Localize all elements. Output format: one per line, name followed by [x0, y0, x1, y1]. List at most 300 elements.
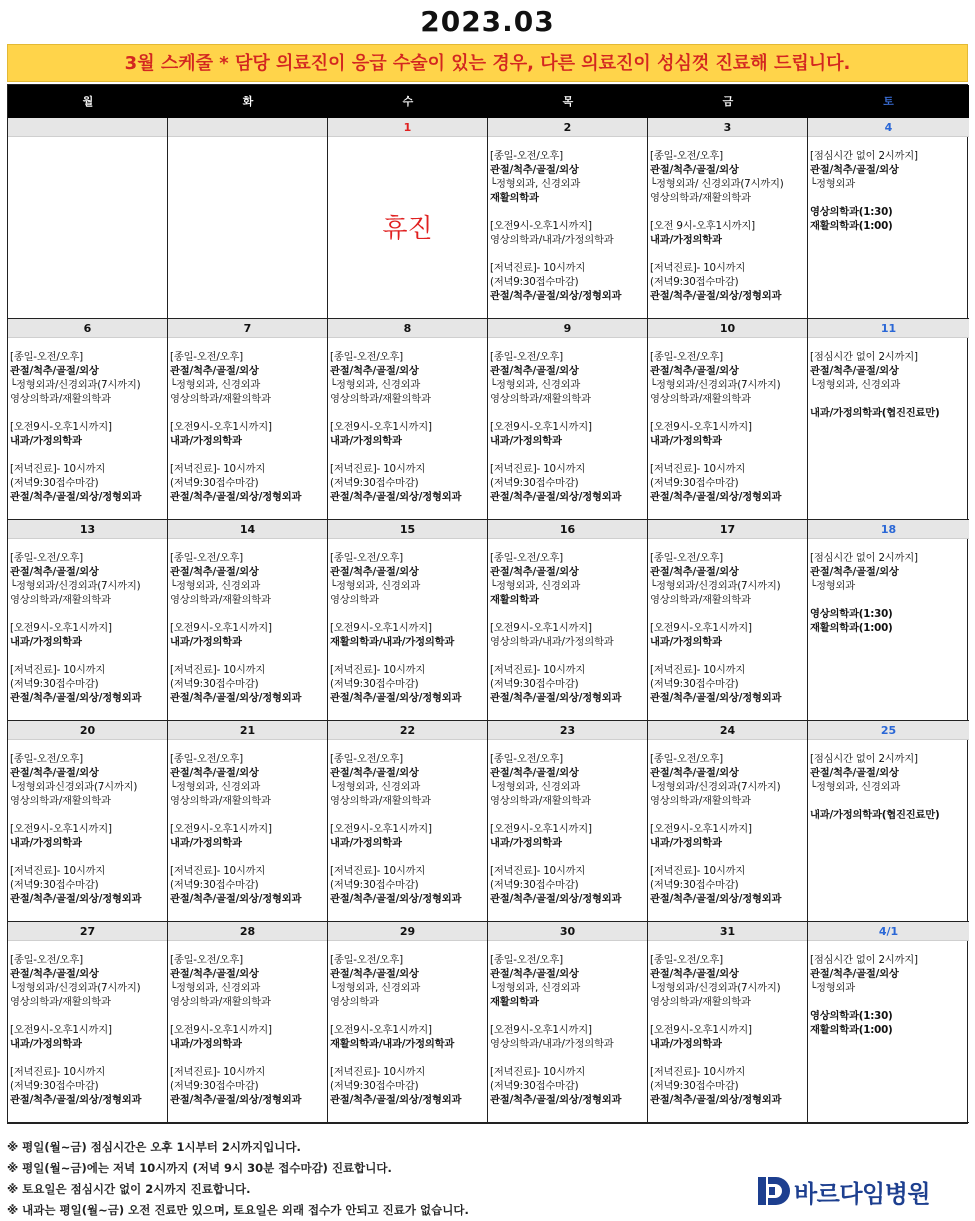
schedule-line: [오전9시-오후1시까지] — [330, 823, 432, 835]
schedule-details — [648, 740, 807, 906]
schedule-line: [종일-오전/오후] — [490, 753, 563, 765]
schedule-line: [오전9시-오후1시까지] — [330, 1024, 432, 1036]
line-spacer — [490, 406, 645, 420]
schedule-details — [808, 941, 969, 1037]
schedule-line: (저녁9:30접수마감) — [10, 1080, 99, 1092]
schedule-line: 관절/척추/골절/외상 — [330, 767, 419, 779]
schedule-line: 재활의학과 — [490, 996, 539, 1008]
schedule-line: [저녁진료]- 10시까지 — [330, 865, 426, 877]
day-number: 6 — [8, 319, 167, 338]
schedule-line: [오전9시-오후1시까지] — [490, 622, 592, 634]
schedule-details — [328, 137, 487, 149]
schedule-line: 관절/척추/골절/외상/정형외과 — [330, 491, 462, 503]
schedule-details — [8, 137, 167, 149]
line-spacer — [170, 448, 325, 462]
schedule-line: └정형외과/신경외과(7시까지) — [650, 580, 781, 592]
schedule-line: 관절/척추/골절/외상 — [810, 164, 899, 176]
schedule-line: 영상의학과/재활의학과 — [650, 192, 751, 204]
schedule-line: 영상의학과/재활의학과 — [10, 393, 111, 405]
day-number: 30 — [488, 922, 647, 941]
schedule-details — [808, 137, 969, 233]
schedule-line: 영상의학과/내과/가정의학과 — [490, 1038, 614, 1050]
schedule-line: (저녁9:30접수마감) — [490, 1080, 579, 1092]
schedule-line: [오전9시-오후1시까지] — [330, 421, 432, 433]
day-number: 7 — [168, 319, 327, 338]
schedule-details — [168, 137, 327, 149]
schedule-details — [488, 740, 647, 906]
day-number: 23 — [488, 721, 647, 740]
day-cell — [8, 319, 168, 520]
schedule-line: 내과/가정의학과 — [490, 435, 562, 447]
schedule-line: [종일-오전/오후] — [650, 150, 723, 162]
schedule-line: (저녁9:30접수마감) — [10, 678, 99, 690]
schedule-line: [오전9시-오후1시까지] — [10, 1024, 112, 1036]
schedule-line: [저녁진료]- 10시까지 — [650, 664, 746, 676]
schedule-line: 관절/척추/골절/외상/정형외과 — [490, 491, 622, 503]
day-cell — [328, 721, 488, 922]
schedule-details — [328, 539, 487, 705]
schedule-line: [오전9시-오후1시까지] — [650, 823, 752, 835]
schedule-line: (저녁9:30접수마감) — [170, 1080, 259, 1092]
day-cell — [488, 721, 648, 922]
page-title: 2023.03 — [420, 5, 555, 38]
schedule-line: (저녁9:30접수마감) — [650, 1080, 739, 1092]
schedule-line: [점심시간 없이 2시까지] — [810, 954, 918, 966]
schedule-details — [168, 941, 327, 1107]
schedule-line: └정형외과/신경외과(7시까지) — [10, 379, 141, 391]
day-cell — [8, 118, 168, 319]
schedule-line: [오전9시-오후1시까지] — [490, 1024, 592, 1036]
schedule-line: 내과/가정의학과 — [10, 837, 82, 849]
schedule-line: 관절/척추/골절/외상 — [330, 968, 419, 980]
day-cell — [488, 520, 648, 721]
schedule-details — [488, 539, 647, 705]
schedule-line: 관절/척추/골절/외상 — [810, 968, 899, 980]
schedule-line: └정형외과, 신경외과 — [490, 580, 581, 592]
schedule-line: └정형외과 — [810, 982, 855, 994]
schedule-details — [648, 137, 807, 303]
schedule-line: 내과/가정의학과(협진진료만) — [810, 809, 940, 821]
schedule-details — [808, 740, 969, 822]
day-number: 29 — [328, 922, 487, 941]
schedule-line: 재활의학과(1:00) — [810, 622, 893, 634]
day-cell — [8, 922, 168, 1123]
day-cell — [488, 922, 648, 1123]
line-spacer — [330, 406, 485, 420]
schedule-line: [종일-오전/오후] — [10, 552, 83, 564]
schedule-line: 영상의학과/재활의학과 — [650, 795, 751, 807]
schedule-line: [저녁진료]- 10시까지 — [330, 1066, 426, 1078]
schedule-line: [저녁진료]- 10시까지 — [490, 664, 586, 676]
schedule-details — [808, 338, 969, 420]
schedule-line: [저녁진료]- 10시까지 — [490, 262, 586, 274]
schedule-line: 영상의학과/재활의학과 — [330, 393, 431, 405]
schedule-line: 관절/척추/골절/외상 — [810, 767, 899, 779]
day-number: 8 — [328, 319, 487, 338]
schedule-line: 영상의학과/재활의학과 — [170, 393, 271, 405]
day-number — [168, 118, 327, 137]
day-cell — [488, 118, 648, 319]
schedule-line: [점심시간 없이 2시까지] — [810, 351, 918, 363]
line-spacer — [10, 448, 165, 462]
line-spacer — [810, 593, 967, 607]
weekday-header: 수 — [402, 95, 414, 108]
line-spacer — [810, 191, 967, 205]
schedule-line: 재활의학과 — [490, 594, 539, 606]
footnote-line: ※ 평일(월~금)에는 저녁 10시까지 (저녁 9시 30분 접수마감) 진료합니다. — [7, 1161, 392, 1175]
schedule-line: 영상의학과/재활의학과 — [10, 996, 111, 1008]
schedule-line: [종일-오전/오후] — [170, 954, 243, 966]
schedule-details — [8, 941, 167, 1107]
schedule-line: 내과/가정의학과 — [170, 435, 242, 447]
schedule-line: [저녁진료]- 10시까지 — [330, 664, 426, 676]
schedule-line: 영상의학과/재활의학과 — [330, 795, 431, 807]
schedule-line: [종일-오전/오후] — [170, 351, 243, 363]
schedule-line: 내과/가정의학과 — [650, 234, 722, 246]
schedule-line: 내과/가정의학과 — [490, 837, 562, 849]
week-row — [8, 721, 969, 922]
line-spacer — [650, 607, 805, 621]
schedule-line: 관절/척추/골절/외상 — [650, 365, 739, 377]
schedule-line: [종일-오전/오후] — [330, 351, 403, 363]
schedule-line: [종일-오전/오후] — [330, 753, 403, 765]
line-spacer — [330, 808, 485, 822]
schedule-line: [종일-오전/오후] — [650, 753, 723, 765]
line-spacer — [10, 607, 165, 621]
line-spacer — [490, 205, 645, 219]
weekday-header-row — [8, 85, 969, 118]
schedule-line: 영상의학과/재활의학과 — [10, 594, 111, 606]
schedule-line: 영상의학과 — [330, 996, 379, 1008]
line-spacer — [810, 995, 967, 1009]
line-spacer — [490, 850, 645, 864]
schedule-line: └정형외과, 신경외과 — [490, 781, 581, 793]
schedule-line: [종일-오전/오후] — [330, 954, 403, 966]
line-spacer — [650, 406, 805, 420]
schedule-line: [종일-오전/오후] — [650, 552, 723, 564]
line-spacer — [810, 392, 967, 406]
weekday-header: 토 — [883, 95, 894, 108]
schedule-line: 재활의학과/내과/가정의학과 — [330, 636, 455, 648]
schedule-line: └정형외과, 신경외과 — [810, 379, 901, 391]
schedule-line: [오전9시-오후1시까지] — [330, 622, 432, 634]
line-spacer — [650, 649, 805, 663]
schedule-line: 영상의학과/재활의학과 — [490, 795, 591, 807]
schedule-line: 관절/척추/골절/외상 — [810, 365, 899, 377]
line-spacer — [170, 406, 325, 420]
footnote-line: ※ 평일(월~금) 점심시간은 오후 1시부터 2시까지입니다. — [7, 1140, 301, 1154]
schedule-line: 내과/가정의학과 — [170, 1038, 242, 1050]
notice-banner: 3월 스케줄 * 담당 의료진이 응급 수술이 있는 경우, 다른 의료진이 성심껏 진료해 드립니다. — [7, 44, 968, 82]
schedule-line: [저녁진료]- 10시까지 — [490, 463, 586, 475]
schedule-line: 관절/척추/골절/외상 — [810, 566, 899, 578]
schedule-line: └정형외과 — [810, 580, 855, 592]
schedule-line: [종일-오전/오후] — [490, 552, 563, 564]
schedule-line: 관절/척추/골절/외상 — [650, 968, 739, 980]
schedule-line: (저녁9:30접수마감) — [330, 477, 419, 489]
line-spacer — [490, 808, 645, 822]
line-spacer — [650, 1051, 805, 1065]
schedule-line: [오전9시-오후1시까지] — [170, 823, 272, 835]
schedule-line: 재활의학과 — [490, 192, 539, 204]
schedule-line: [오전 9시-오후1시까지] — [650, 220, 755, 232]
hospital-logo — [756, 1171, 930, 1211]
day-cell — [648, 118, 808, 319]
day-number: 13 — [8, 520, 167, 539]
line-spacer — [650, 808, 805, 822]
schedule-details — [648, 941, 807, 1107]
day-number: 4/1 — [808, 922, 969, 941]
schedule-line: 영상의학과(1:30) — [810, 608, 893, 620]
schedule-line: 영상의학과/내과/가정의학과 — [490, 234, 614, 246]
schedule-line: (저녁9:30접수마감) — [170, 678, 259, 690]
day-number: 14 — [168, 520, 327, 539]
line-spacer — [330, 649, 485, 663]
schedule-line: 관절/척추/골절/외상/정형외과 — [170, 893, 302, 905]
schedule-line: [오전9시-오후1시까지] — [650, 421, 752, 433]
day-number: 11 — [808, 319, 969, 338]
schedule-line: 관절/척추/골절/외상/정형외과 — [490, 1094, 622, 1106]
day-number: 31 — [648, 922, 807, 941]
schedule-line: 영상의학과/재활의학과 — [170, 594, 271, 606]
schedule-line: (저녁9:30접수마감) — [650, 879, 739, 891]
schedule-details — [808, 539, 969, 635]
line-spacer — [10, 1051, 165, 1065]
schedule-line: 관절/척추/골절/외상 — [10, 365, 99, 377]
schedule-line: [저녁진료]- 10시까지 — [650, 865, 746, 877]
day-number: 25 — [808, 721, 969, 740]
schedule-line: 관절/척추/골절/외상 — [170, 365, 259, 377]
schedule-line: (저녁9:30접수마감) — [650, 678, 739, 690]
hospital-logo-icon — [756, 1174, 790, 1208]
schedule-line: 내과/가정의학과 — [170, 636, 242, 648]
schedule-line: (저녁9:30접수마감) — [330, 1080, 419, 1092]
schedule-line: 영상의학과/재활의학과 — [650, 393, 751, 405]
schedule-line: 영상의학과/재활의학과 — [10, 795, 111, 807]
day-number: 10 — [648, 319, 807, 338]
day-number: 15 — [328, 520, 487, 539]
day-cell — [808, 922, 969, 1123]
day-number: 24 — [648, 721, 807, 740]
schedule-line: [오전9시-오후1시까지] — [10, 823, 112, 835]
schedule-line: └정형외과, 신경외과 — [490, 178, 581, 190]
line-spacer — [650, 850, 805, 864]
schedule-line: 관절/척추/골절/외상 — [490, 566, 579, 578]
day-cell — [8, 721, 168, 922]
day-number: 16 — [488, 520, 647, 539]
schedule-line: [종일-오전/오후] — [490, 351, 563, 363]
schedule-line: [저녁진료]- 10시까지 — [490, 865, 586, 877]
schedule-details — [8, 740, 167, 906]
schedule-line: └정형외과, 신경외과 — [170, 781, 261, 793]
schedule-line: 관절/척추/골절/외상 — [650, 767, 739, 779]
schedule-calendar — [7, 84, 968, 1124]
schedule-details — [8, 539, 167, 705]
weekday-header: 금 — [722, 95, 734, 108]
schedule-line: (저녁9:30접수마감) — [650, 276, 739, 288]
schedule-line: 관절/척추/골절/외상 — [10, 566, 99, 578]
schedule-line: 관절/척추/골절/외상/정형외과 — [10, 893, 142, 905]
schedule-line: └정형외과, 신경외과 — [330, 580, 421, 592]
schedule-line: (저녁9:30접수마감) — [490, 678, 579, 690]
schedule-line: [저녁진료]- 10시까지 — [650, 463, 746, 475]
line-spacer — [170, 1009, 325, 1023]
schedule-line: 관절/척추/골절/외상/정형외과 — [330, 692, 462, 704]
schedule-line: [오전9시-오후1시까지] — [650, 622, 752, 634]
schedule-line: [저녁진료]- 10시까지 — [10, 664, 106, 676]
schedule-line: 관절/척추/골절/외상 — [330, 566, 419, 578]
day-number: 17 — [648, 520, 807, 539]
schedule-line: 관절/척추/골절/외상/정형외과 — [170, 1094, 302, 1106]
schedule-line: (저녁9:30접수마감) — [170, 879, 259, 891]
schedule-details — [488, 941, 647, 1107]
line-spacer — [490, 1051, 645, 1065]
schedule-line: [저녁진료]- 10시까지 — [170, 1066, 266, 1078]
schedule-line: [오전9시-오후1시까지] — [170, 1024, 272, 1036]
schedule-details — [328, 338, 487, 504]
schedule-line: 내과/가정의학과 — [10, 435, 82, 447]
line-spacer — [490, 649, 645, 663]
schedule-line: [저녁진료]- 10시까지 — [10, 865, 106, 877]
line-spacer — [10, 808, 165, 822]
schedule-line: [저녁진료]- 10시까지 — [10, 1066, 106, 1078]
schedule-line: 영상의학과/재활의학과 — [650, 594, 751, 606]
schedule-details — [328, 941, 487, 1107]
line-spacer — [490, 607, 645, 621]
schedule-line: └정형외과/신경외과(7시까지) — [650, 379, 781, 391]
schedule-details — [168, 740, 327, 906]
day-number: 20 — [8, 721, 167, 740]
footnote-line: ※ 토요일은 점심시간 없이 2시까지 진료합니다. — [7, 1182, 251, 1196]
day-cell — [648, 520, 808, 721]
schedule-line: 관절/척추/골절/외상 — [490, 968, 579, 980]
schedule-line: 관절/척추/골절/외상 — [170, 968, 259, 980]
schedule-line: [종일-오전/오후] — [170, 552, 243, 564]
schedule-line: └정형외과 — [810, 178, 855, 190]
schedule-line: └정형외과/신경외과(7시까지) — [650, 781, 781, 793]
schedule-line: 관절/척추/골절/외상 — [10, 767, 99, 779]
schedule-line: 관절/척추/골절/외상 — [650, 566, 739, 578]
line-spacer — [330, 1051, 485, 1065]
line-spacer — [650, 1009, 805, 1023]
schedule-line: 영상의학과/재활의학과 — [650, 996, 751, 1008]
schedule-line: 관절/척추/골절/외상/정형외과 — [650, 1094, 782, 1106]
schedule-line: 관절/척추/골절/외상 — [490, 164, 579, 176]
day-number — [8, 118, 167, 137]
day-cell — [808, 118, 969, 319]
schedule-line: [저녁진료]- 10시까지 — [650, 1066, 746, 1078]
week-row — [8, 118, 969, 319]
schedule-line: [저녁진료]- 10시까지 — [170, 463, 266, 475]
schedule-line: [오전9시-오후1시까지] — [170, 421, 272, 433]
day-number: 2 — [488, 118, 647, 137]
schedule-line: [종일-오전/오후] — [170, 753, 243, 765]
schedule-line: 관절/척추/골절/외상/정형외과 — [10, 692, 142, 704]
day-cell — [168, 922, 328, 1123]
line-spacer — [10, 649, 165, 663]
day-cell — [648, 922, 808, 1123]
schedule-line: (저녁9:30접수마감) — [10, 477, 99, 489]
schedule-line: 관절/척추/골절/외상 — [490, 365, 579, 377]
day-cell — [808, 520, 969, 721]
hospital-name: 바르다임병원 — [794, 1179, 931, 1208]
schedule-line: 관절/척추/골절/외상/정형외과 — [330, 893, 462, 905]
week-row — [8, 520, 969, 721]
schedule-line: 관절/척추/골절/외상 — [650, 164, 739, 176]
schedule-line: └정형외과, 신경외과 — [170, 379, 261, 391]
day-number: 28 — [168, 922, 327, 941]
schedule-line: (저녁9:30접수마감) — [650, 477, 739, 489]
week-row — [8, 319, 969, 520]
schedule-line: 영상의학과(1:30) — [810, 206, 893, 218]
line-spacer — [490, 247, 645, 261]
schedule-line: └정형외과신경외과(7시까지) — [10, 781, 138, 793]
day-cell — [808, 721, 969, 922]
line-spacer — [330, 448, 485, 462]
day-number: 18 — [808, 520, 969, 539]
schedule-line: (저녁9:30접수마감) — [490, 879, 579, 891]
day-cell — [328, 922, 488, 1123]
schedule-line: └정형외과/ 신경외과(7시까지) — [650, 178, 784, 190]
schedule-line: 관절/척추/골절/외상/정형외과 — [490, 290, 622, 302]
schedule-line: └정형외과/신경외과(7시까지) — [10, 580, 141, 592]
schedule-line: 관절/척추/골절/외상/정형외과 — [10, 1094, 142, 1106]
schedule-line: 내과/가정의학과 — [170, 837, 242, 849]
schedule-line: 내과/가정의학과 — [330, 435, 402, 447]
schedule-line: 관절/척추/골절/외상 — [170, 566, 259, 578]
schedule-line: [오전9시-오후1시까지] — [490, 220, 592, 232]
day-cell — [168, 520, 328, 721]
schedule-line: [종일-오전/오후] — [650, 351, 723, 363]
day-cell — [648, 721, 808, 922]
schedule-line: [오전9시-오후1시까지] — [650, 1024, 752, 1036]
line-spacer — [490, 448, 645, 462]
weekday-header: 화 — [242, 95, 254, 108]
schedule-line: └정형외과, 신경외과 — [170, 982, 261, 994]
day-cell — [328, 520, 488, 721]
schedule-line: [저녁진료]- 10시까지 — [330, 463, 426, 475]
day-cell — [8, 520, 168, 721]
schedule-line: 내과/가정의학과 — [330, 837, 402, 849]
schedule-line: [저녁진료]- 10시까지 — [10, 463, 106, 475]
schedule-line: [오전9시-오후1시까지] — [490, 421, 592, 433]
line-spacer — [170, 1051, 325, 1065]
day-cell — [168, 721, 328, 922]
day-cell — [808, 319, 969, 520]
schedule-line: 관절/척추/골절/외상/정형외과 — [650, 290, 782, 302]
schedule-details — [488, 338, 647, 504]
weekday-header: 목 — [562, 95, 574, 108]
schedule-line: 관절/척추/골절/외상/정형외과 — [650, 491, 782, 503]
schedule-line: [저녁진료]- 10시까지 — [650, 262, 746, 274]
schedule-line: 영상의학과(1:30) — [810, 1010, 893, 1022]
schedule-line: └정형외과, 신경외과 — [810, 781, 901, 793]
line-spacer — [170, 808, 325, 822]
schedule-line: 내과/가정의학과 — [650, 1038, 722, 1050]
day-number: 3 — [648, 118, 807, 137]
schedule-line: [저녁진료]- 10시까지 — [490, 1066, 586, 1078]
schedule-details — [168, 338, 327, 504]
schedule-line: [오전9시-오후1시까지] — [170, 622, 272, 634]
day-cell — [648, 319, 808, 520]
schedule-line: 내과/가정의학과 — [650, 837, 722, 849]
schedule-line: [오전9시-오후1시까지] — [10, 421, 112, 433]
line-spacer — [330, 607, 485, 621]
schedule-line: 관절/척추/골절/외상/정형외과 — [170, 491, 302, 503]
schedule-line: (저녁9:30접수마감) — [490, 276, 579, 288]
schedule-details — [168, 539, 327, 705]
holiday-label: 휴진 — [382, 214, 433, 244]
